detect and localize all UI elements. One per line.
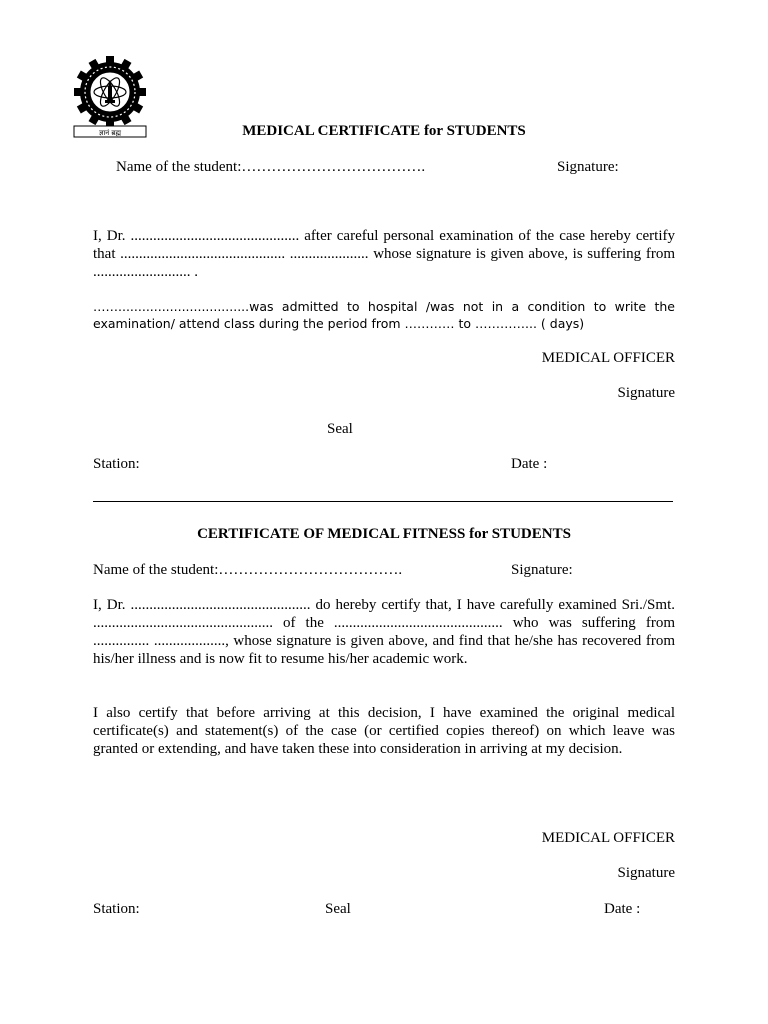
cert1-admission-paragraph: …….................................was admitted to hospital /was not in a condition to write the examination/ attend class during the period from ………… to …………... ( days) xyxy=(93,299,675,331)
cert1-student-name-field[interactable]: Name of the student:………………………………. xyxy=(116,159,426,175)
cert1-date: Date : xyxy=(511,456,548,472)
cert2-decision-paragraph: I also certify that before arriving at this decision, I have examined the original medical certificate(s) and statement(s) of the case (or certified copies thereof) on which leave was granted or extending, and have taken these into consideration in arriving at my decision. xyxy=(93,705,675,757)
cert2-signature-label: Signature: xyxy=(511,562,573,578)
cert2-seal: Seal xyxy=(325,901,351,917)
cert1-medical-officer: MEDICAL OFFICER xyxy=(541,350,675,366)
cert2-station: Station: xyxy=(93,901,140,917)
cert1-signature: Signature xyxy=(617,385,675,401)
cert2-signature: Signature xyxy=(617,865,675,881)
cert1-seal: Seal xyxy=(327,421,353,437)
logo-motto: ज्ञानं ब्रह्म xyxy=(98,129,122,137)
cert1-title: MEDICAL CERTIFICATE for STUDENTS xyxy=(242,123,526,139)
cert2-date: Date : xyxy=(604,901,641,917)
cert1-station: Station: xyxy=(93,456,140,472)
cert2-title: CERTIFICATE OF MEDICAL FITNESS for STUDENTS xyxy=(197,526,571,542)
cert2-student-name-field[interactable]: Name of the student:………………………………. xyxy=(93,562,403,578)
cert2-certification-paragraph: I, Dr. ................................................ do hereby certify that, I have carefully examined Sri./Smt. ................................................ of the ............................................. who was suffering from ............... ..................., whose signature is given above, and find that he/she has recovered from his/her illness and is now fit to resume his/her academic work. xyxy=(93,597,675,667)
cert2-medical-officer: MEDICAL OFFICER xyxy=(541,830,675,846)
cert1-certification-paragraph: I, Dr. ............................................. after careful personal examination of the case hereby certify that ............................................ ..................... whose signature is given above, is suffering from .......................... . xyxy=(93,228,675,280)
cert1-signature-label: Signature: xyxy=(557,159,619,175)
section-divider xyxy=(93,501,673,502)
